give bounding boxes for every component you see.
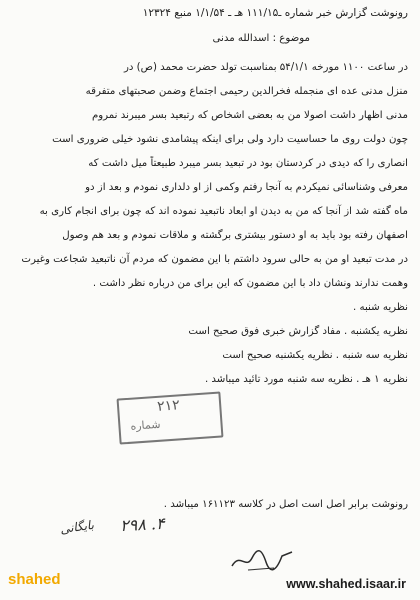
report-subject xyxy=(150,31,310,47)
note-sunday: نظریه یکشنبه . مفاد گزارش خبری فوق صحیح است xyxy=(188,326,408,337)
note-saturday: نظریه شنبه . xyxy=(353,302,408,313)
stamp-number: ۲۱۲ xyxy=(156,397,181,415)
report-header: رونوشت گزارش خبر شماره ـ۱۱۱/۱۵ هـ ـ ۱/۱/۵۴ منبع ۱۲۳۲۴ xyxy=(142,7,408,19)
body-line: اصفهان رفته بود باید به او دستور بیشتری برگشته و ملاقات نمودم و بعد هم وصول xyxy=(62,230,408,241)
note-final: نظریه ۱ هـ . نظریه سه شنبه مورد تائید میباشد . xyxy=(204,374,408,385)
stamp-label: شماره xyxy=(130,417,161,433)
subject-text: موضوع : اسدالله مدنی xyxy=(212,33,310,44)
body-line: در ساعت ۱۱۰۰ مورخه ۵۴/۱/۱ بمناسبت تولد حضرت محمد (ص) در xyxy=(123,62,408,73)
body-line: منزل مدنی عده ای منجمله فخرالدین رحیمی اجتماع وضمن صحبتهای متفرقه xyxy=(85,86,408,97)
closing-line: رونوشت برابر اصل است اصل در کلاسه ۱۶۱۱۲۳ میباشد . xyxy=(163,499,408,510)
handwritten-number: ۲۹۸ .۴ xyxy=(119,513,166,536)
note-tuesday: نظریه سه شنبه . نظریه یکشنبه صحیح است xyxy=(222,350,408,361)
archive-stamp xyxy=(117,391,224,444)
watermark-url: www.shahed.isaar.ir xyxy=(286,577,406,591)
body-line: چون دولت روی ما حساسیت دارد ولی برای اینکه پیشامدی نشود خیلی ضروری است xyxy=(52,134,408,145)
body-line: مدنی اظهار داشت اصولا من به بعضی اشخاص که رتبعید بسر میبرند نمروم xyxy=(91,110,408,121)
body-line: ماه گفته شد از آنجا که من به دیدن او ابعاد ناتبعید نموده اند که چون برای انجام کاری به xyxy=(39,206,408,217)
body-line: وهمت ندارند ونشان داد با این مضمون که این برای من درباره نظر داشت . xyxy=(92,278,408,289)
handwritten-note: بایگانی xyxy=(59,517,95,537)
watermark-shahed: shahed xyxy=(8,571,61,588)
signature-icon xyxy=(228,542,298,576)
body-line: در مدت تبعید او من به حالی سرود داشتم با این مضمون که مردم آن ناتبعید شجاعت وغیرت xyxy=(21,254,408,265)
body-line: انصاری را که دیدی در کردستان بود در تبعید بسر میبرد طبیعتاً میل داشت که xyxy=(88,158,408,169)
body-line: معرفی وشناسائی نمیکردم به آنجا رفتم وکمی از او دلداری نمودم و بعد از دو xyxy=(85,182,408,193)
